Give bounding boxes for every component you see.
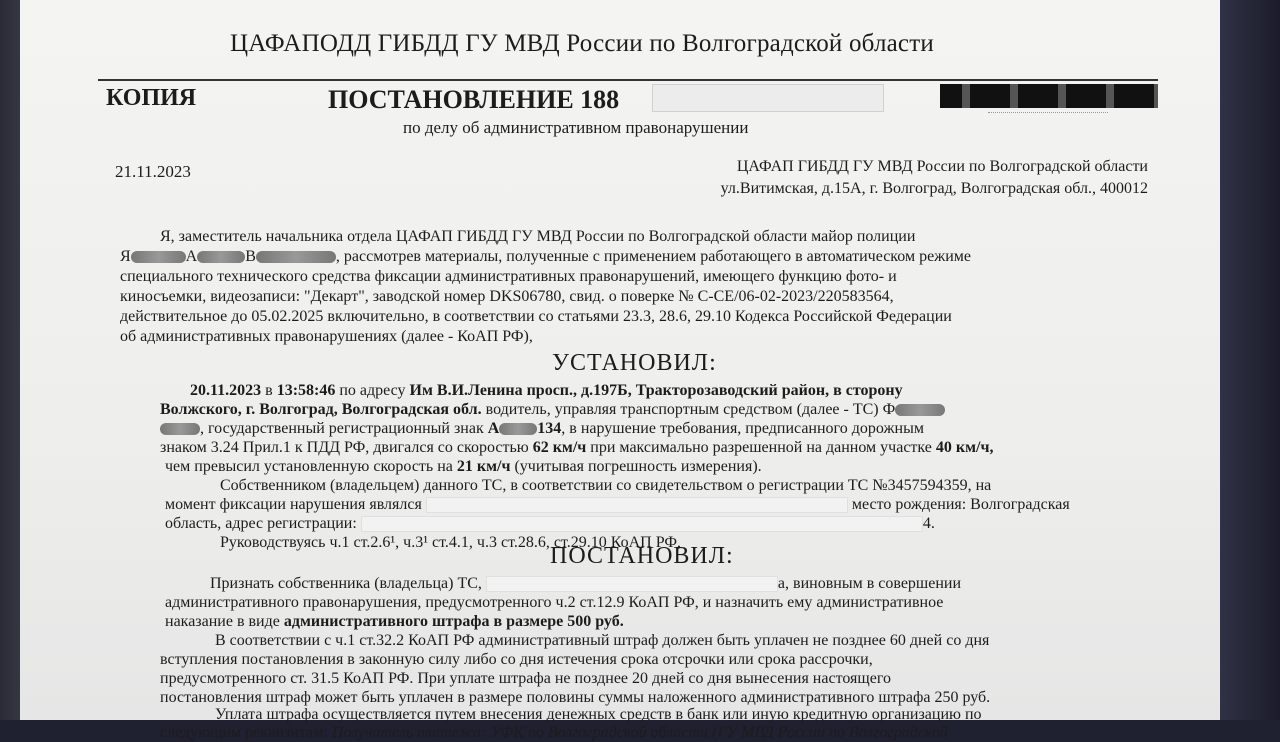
violation-time: 13:58:46 — [276, 382, 336, 399]
requirement-text: , в нарушение требования, предписанного дорожным — [561, 420, 924, 437]
plate-letter: А — [487, 420, 500, 437]
resolution-title: ПОСТАНОВЛЕНИЕ 188 — [328, 85, 620, 114]
intro-line-5: действительное до 05.02.2025 включительно, в соответствии со статьями 23.3, 28.6, 29.10 Кодекса Российской Федерации — [120, 308, 952, 325]
owner-text: момент фиксации нарушения являлся — [165, 496, 422, 513]
address-prefix: по адресу — [339, 382, 406, 399]
decided-line-7: постановления штраф может быть уплачен в размере половины суммы наложенного административного штрафа 250 руб. — [160, 689, 991, 706]
intro-line-3: специального технического средства фиксации административных правонарушений, имеющего функцию фото- и — [120, 268, 897, 285]
redacted-registration-address — [361, 516, 923, 532]
tolerance-text: (учитывая погрешность измерения). — [514, 458, 762, 475]
issue-date: 21.11.2023 — [115, 162, 191, 181]
redacted-officer-patronymic — [197, 251, 245, 263]
sign-text: знаком 3.24 Прил.1 к ПДД РФ, двигался со скоростью — [160, 439, 529, 456]
limit-text: при максимально разрешенной на данном участке — [590, 439, 932, 456]
registration-tail: 4. — [922, 515, 935, 532]
excess-text: чем превысил установленную скорость на — [165, 458, 453, 475]
redacted-vehicle-model-2 — [160, 423, 200, 435]
requisites-text: следующим реквизитам: — [160, 724, 328, 741]
monitor-bezel-right — [1210, 0, 1280, 720]
redacted-officer-name — [131, 251, 186, 263]
vehicle-driver-text: водитель, управляя транспортным средством (далее - ТС) Ф — [485, 401, 896, 418]
redacted-barcode — [940, 84, 1158, 108]
decided-line-9 — [160, 724, 1150, 742]
decided-line-5: вступления постановления в законную силу либо со дня истечения срока отсрочки или срока рассрочки, — [160, 651, 873, 668]
birthplace-text: место рождения: Волгоградская — [851, 496, 1070, 513]
at-word: в — [265, 382, 273, 399]
established-line-2 — [160, 401, 1150, 419]
redacted-vehicle-model — [895, 404, 945, 416]
violation-date: 20.11.2023 — [190, 382, 262, 399]
intro-line-1: Я, заместитель начальника отдела ЦАФАП ГИБДД ГУ МВД России по Волгоградской области майор полиции — [160, 228, 916, 245]
speed-limit: 40 км/ч, — [935, 439, 994, 456]
speed-excess: 21 км/ч — [456, 458, 511, 475]
redacted-number — [652, 84, 884, 112]
established-line-9: Руководствуясь ч.1 ст.2.6¹, ч.3¹ ст.4.1, ч.3 ст.28.6, ст.29.10 КоАП РФ, — [220, 534, 681, 551]
decided-line-8: Уплата штрафа осуществляется путем внесения денежных средств в банк или иную кредитную организацию по — [215, 706, 982, 723]
decided-heading: ПОСТАНОВИЛ: — [550, 543, 734, 569]
plate-region: 134 — [537, 420, 562, 437]
decided-line-6: предусмотренного ст. 31.5 КоАП РФ. При уплате штрафа не позднее 20 дней со дня вынесения настоящего — [160, 670, 891, 687]
intro-line-4: киносъемки, видеозаписи: "Декарт", заводской номер DKS06780, свид. о поверке № С-СЕ/06-02-2023/220583564, — [120, 288, 894, 305]
established-line-6: Собственником (владельцем) данного ТС, в соответствии со свидетельством о регистрации ТС №3457594359, на — [220, 477, 992, 494]
header-rule — [98, 79, 1158, 81]
redacted-owner-name — [426, 497, 848, 513]
registration-text: область, адрес регистрации: — [165, 515, 357, 532]
officer-initial-1: Я — [120, 248, 131, 265]
redacted-offender-name — [486, 576, 778, 592]
officer-initial-2: А — [185, 248, 198, 265]
recognize-text: Признать собственника (владельца) ТС, — [210, 575, 482, 592]
violation-location-1: Им В.И.Ленина просп., д.197Б, Тракторозаводский район, в сторону — [409, 382, 903, 399]
intro-line-2 — [120, 248, 1150, 266]
redacted-plate — [499, 423, 537, 435]
officer-initial-3: В — [245, 248, 256, 265]
established-line-4 — [160, 439, 1150, 457]
decided-line-4: В соответствии с ч.1 ст.32.2 КоАП РФ административный штраф должен быть уплачен не позднее 60 дней со дня — [215, 632, 990, 649]
guilty-text: а, виновным в совершении — [777, 575, 962, 592]
established-heading: УСТАНОВИЛ: — [552, 350, 717, 376]
department-name: ЦАФАП ГИБДД ГУ МВД России по Волгоградской области — [736, 158, 1148, 175]
established-line-5 — [165, 458, 1150, 476]
intro-line-2-rest: , рассмотрев материалы, полученные с применением работающего в автоматическом режиме — [335, 248, 972, 265]
intro-line-6: об административных правонарушениях (далее - КоАП РФ), — [120, 328, 533, 345]
recipient-text: Получатель платежа: УФК по Волгоградской области (ГУ МВД России по Волгоградской — [331, 724, 948, 741]
decided-line-3 — [165, 613, 1150, 631]
redacted-officer-surname — [256, 251, 336, 263]
actual-speed: 62 км/ч — [532, 439, 587, 456]
barcode-dotted-line — [988, 112, 1108, 119]
document-page — [20, 0, 1220, 741]
decided-line-1 — [210, 575, 1150, 593]
copy-label: КОПИЯ — [106, 85, 197, 111]
fine-amount: административного штрафа в размере 500 руб. — [283, 613, 624, 630]
established-line-1 — [190, 382, 1150, 400]
department-address: ул.Витимская, д.15А, г. Волгоград, Волгоградская обл., 400012 — [720, 180, 1148, 197]
established-line-8 — [165, 515, 1150, 533]
plate-text: , государственный регистрационный знак — [200, 420, 484, 437]
decided-line-2: административного правонарушения, предусмотренного ч.2 ст.12.9 КоАП РФ, и назначить ему административное — [165, 594, 944, 611]
established-line-3 — [160, 420, 1150, 438]
violation-location-2: Волжского, г. Волгоград, Волгоградская обл. — [160, 401, 482, 418]
agency-header: ЦАФАПОДД ГИБДД ГУ МВД России по Волгоградской области — [230, 30, 934, 57]
resolution-subtitle: по делу об административном правонарушении — [403, 118, 749, 137]
established-line-7 — [165, 496, 1150, 514]
penalty-text: наказание в виде — [165, 613, 280, 630]
